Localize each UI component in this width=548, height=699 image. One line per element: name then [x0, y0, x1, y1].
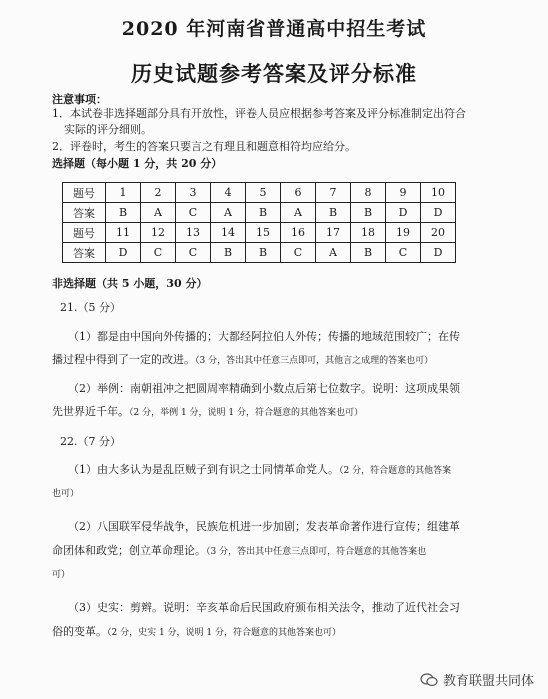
q-cell: 12	[141, 223, 176, 243]
q-cell: 11	[106, 223, 141, 243]
q21-part2-answer: 先世界近千年。	[52, 405, 129, 418]
a-cell: A	[141, 203, 176, 223]
a-cell: B	[351, 203, 386, 223]
exam-subtitle: 历史试题参考答案及评分标准	[131, 61, 417, 86]
q22-part2-line3: 可）	[52, 570, 71, 580]
q-cell: 13	[176, 223, 211, 243]
a-cell: D	[386, 203, 421, 223]
q-cell: 6	[281, 183, 316, 203]
q22-part2-line2	[52, 543, 426, 560]
a-cell: A	[316, 243, 351, 263]
a-cell: B	[351, 243, 386, 263]
q-cell: 19	[386, 223, 421, 243]
watermark-text: 教育联盟共同体	[442, 674, 534, 689]
a-cell: C	[141, 243, 176, 263]
a-cell: A	[281, 203, 316, 223]
q-cell: 9	[386, 183, 421, 203]
q-cell: 3	[176, 183, 211, 203]
notice-line-1b: 实际的评分细则。	[64, 123, 152, 136]
q-cell: 5	[246, 183, 281, 203]
row-label: 题号	[63, 223, 106, 243]
q22-part2-line1: （2）八国联军侵华战争，民族危机进一步加剧；发表革命著作进行宣传；组建革	[68, 520, 460, 533]
q-cell: 20	[421, 223, 456, 243]
row-label: 题号	[63, 183, 106, 203]
a-cell: D	[421, 243, 456, 263]
q21-part1-line1: （1）都是由中国向外传播的；大都经阿拉伯人外传；传播的地域范围较广；在传	[68, 330, 460, 343]
a-cell: B	[316, 203, 351, 223]
table-row-q2	[63, 223, 456, 243]
q-cell: 18	[351, 223, 386, 243]
q22-part1-note: （2 分，符合题意的其他答案	[339, 466, 452, 476]
q-cell: 8	[351, 183, 386, 203]
a-cell: B	[106, 203, 141, 223]
q-cell: 7	[316, 183, 351, 203]
q22-heading: 22.（7 分）	[60, 435, 121, 448]
row-label: 答案	[63, 243, 106, 263]
q22-part1-answer: （1）由大多认为是乱臣贼子到有识之士同情革命党人。	[68, 463, 339, 476]
q-cell: 14	[211, 223, 246, 243]
a-cell: B	[246, 243, 281, 263]
a-cell: C	[386, 243, 421, 263]
table-row-q1	[63, 183, 456, 203]
q-cell: 16	[281, 223, 316, 243]
q21-part1-note: （3 分，答出其中任意三点即可，其他言之成理的答案也可）	[195, 356, 434, 366]
q-cell: 2	[141, 183, 176, 203]
a-cell: B	[211, 243, 246, 263]
a-cell: C	[281, 243, 316, 263]
q-cell: 15	[246, 223, 281, 243]
q22-part3-line2	[52, 624, 341, 641]
a-cell: D	[106, 243, 141, 263]
q-cell: 4	[211, 183, 246, 203]
q21-part2-line1: （2）举例：南朝祖冲之把圆周率精确到小数点后第七位数字。说明：这项成果领	[68, 382, 460, 395]
row-label: 答案	[63, 203, 106, 223]
q21-part1-answer: 播过程中得到了一定的改进。	[52, 353, 195, 366]
a-cell: C	[176, 203, 211, 223]
a-cell: C	[176, 243, 211, 263]
q-cell: 10	[421, 183, 456, 203]
q21-heading: 21.（5 分）	[60, 301, 121, 314]
q22-part1-line2: 也可）	[52, 489, 80, 499]
q22-part3-line1: （3）史实：剪辫。说明：辛亥革命后民国政府颁布相关法令，推动了近代社会习	[68, 601, 460, 614]
nonchoice-heading: 非选择题（共 5 小题，30 分）	[52, 277, 208, 290]
notice-heading: 注意事项：	[52, 93, 107, 106]
answer-table	[62, 182, 456, 263]
choice-heading: 选择题（每小题 1 分，共 20 分）	[52, 157, 223, 170]
q22-part2-note: （3 分，答出其中任意三点即可，符合题意的其他答案也	[206, 547, 427, 557]
notice-line-1: 1．本试卷非选择题部分具有开放性，评卷人员应根据参考答案及评分标准制定出符合	[52, 107, 466, 120]
a-cell: D	[421, 203, 456, 223]
q22-part3-answer: 俗的变革。	[52, 625, 107, 638]
exam-title: 2020 年河南省普通高中招生考试	[121, 18, 427, 40]
q22-part3-note: （2 分，史实 1 分，说明 1 分，符合题意的其他答案也可）	[107, 628, 341, 638]
q22-part2-answer: 命团体和政党；创立革命理论。	[52, 544, 206, 557]
q21-part2-note: （2 分，举例 1 分，说明 1 分，符合题意的其他答案也可）	[129, 408, 363, 418]
chat-bubbles-icon	[420, 673, 438, 687]
notice-line-2: 2．评卷时，考生的答案只要言之有理且和题意相符均应给分。	[52, 140, 356, 153]
watermark	[420, 670, 534, 689]
q22-part1-line1	[68, 462, 451, 479]
a-cell: A	[211, 203, 246, 223]
a-cell: B	[246, 203, 281, 223]
q-cell: 17	[316, 223, 351, 243]
q21-part2-line2	[52, 404, 363, 421]
q-cell: 1	[106, 183, 141, 203]
table-row-a1	[63, 203, 456, 223]
table-row-a2	[63, 243, 456, 263]
q21-part1-line2	[52, 352, 433, 369]
